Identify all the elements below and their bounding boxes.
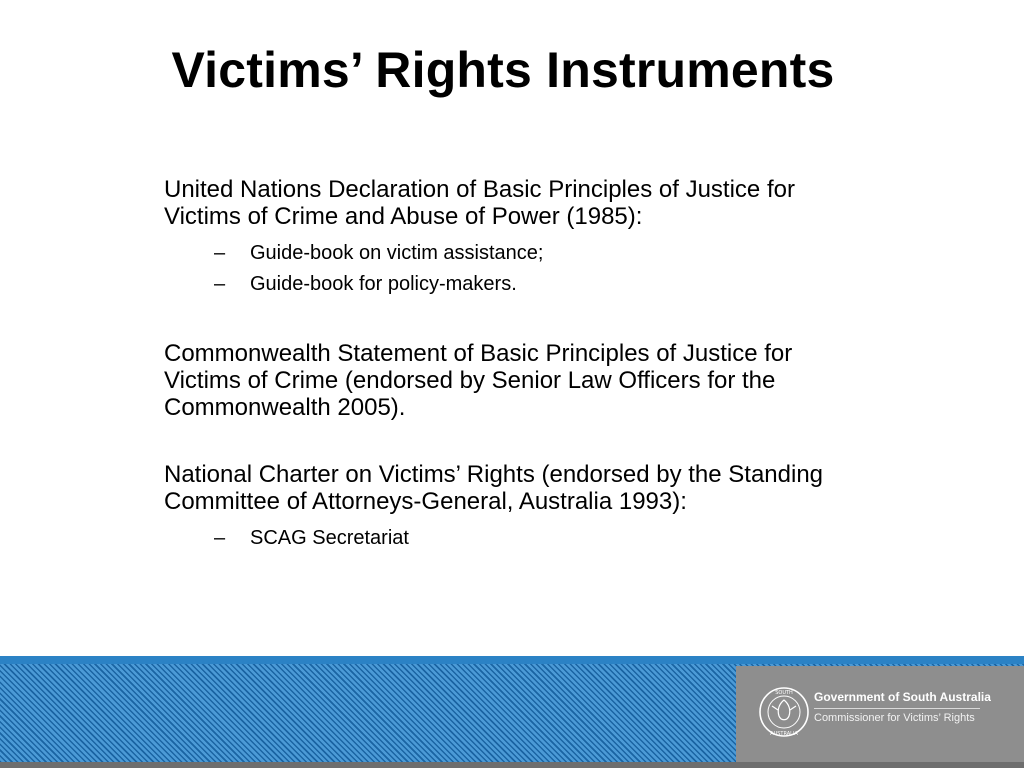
svg-text:AUSTRALIA: AUSTRALIA <box>770 731 798 737</box>
dash-bullet: – <box>214 273 226 295</box>
dash-bullet: – <box>214 242 226 264</box>
slide-title: Victims’ Rights Instruments <box>171 42 835 98</box>
footer-top-stripe <box>0 656 1024 664</box>
sub-list <box>164 238 864 300</box>
sub-item-text: Guide-book on victim assistance; <box>250 242 544 264</box>
sub-item <box>214 523 864 554</box>
slide-content <box>164 176 864 594</box>
item-text: United Nations Declaration of Basic Principles of Justice for Victims of Crime and Abuse of Power (1985): <box>164 176 795 230</box>
sub-item-text: SCAG Secretariat <box>250 527 409 549</box>
government-name: Government of South Australia <box>814 690 991 704</box>
logo-divider <box>814 708 980 709</box>
sub-item <box>214 269 864 300</box>
state-crest-icon <box>758 686 810 738</box>
dash-bullet: – <box>214 527 226 549</box>
svg-text:SOUTH: SOUTH <box>775 690 793 696</box>
sub-item-text: Guide-book for policy-makers. <box>250 273 517 295</box>
item-text: Commonwealth Statement of Basic Principles of Justice for Victims of Crime (endorsed by Senior Law Officers for the Commonwealth 2005). <box>164 340 793 421</box>
content-item <box>164 176 864 300</box>
footer-band <box>0 656 1024 768</box>
item-text: National Charter on Victims’ Rights (endorsed by the Standing Committee of Attorneys-General, Australia 1993): <box>164 461 824 515</box>
content-item <box>164 340 864 421</box>
footer-bottom-stripe <box>0 762 1024 768</box>
department-name: Commissioner for Victims’ Rights <box>814 712 975 724</box>
sub-list <box>164 523 864 554</box>
government-logo-panel <box>736 666 1024 762</box>
content-item <box>164 461 864 554</box>
sub-item <box>214 238 864 269</box>
